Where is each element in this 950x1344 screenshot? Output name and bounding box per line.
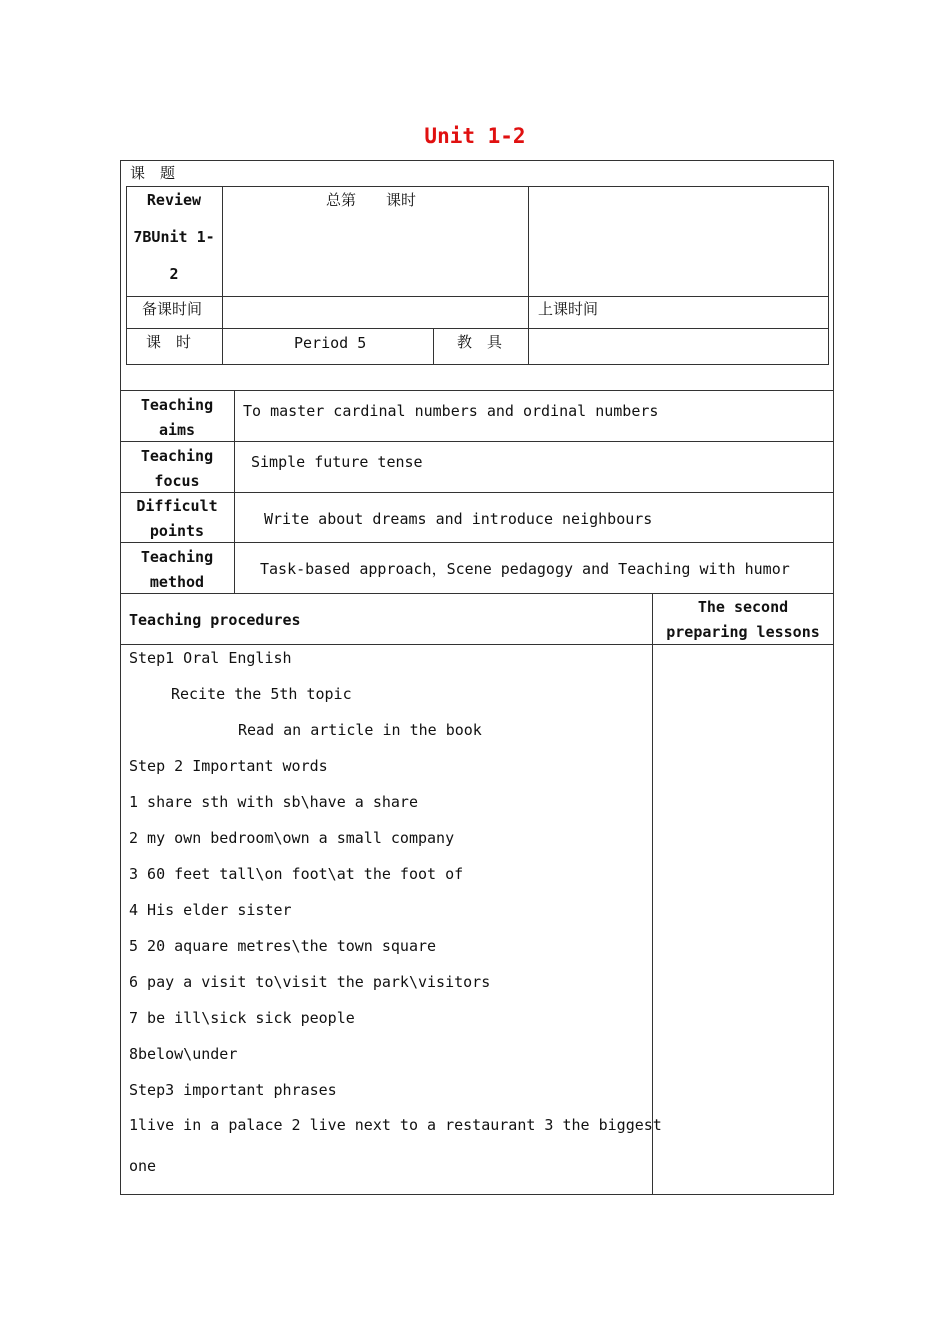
procedure-line: 1 share sth with sb\have a share xyxy=(129,793,418,811)
row-label-difficult-2: points xyxy=(149,522,205,540)
divider xyxy=(433,328,434,365)
divider xyxy=(652,593,653,1195)
period-label: 课 时 xyxy=(146,333,192,351)
procedures-header: Teaching procedures xyxy=(129,611,301,629)
procedure-line: Step1 Oral English xyxy=(129,649,292,667)
row-label-aims-2: aims xyxy=(158,421,196,439)
divider xyxy=(120,492,834,493)
row-value-difficult: Write about dreams and introduce neighbours xyxy=(264,510,653,528)
divider xyxy=(120,542,834,543)
row-value-aims: To master cardinal numbers and ordinal numbers xyxy=(243,402,659,420)
procedure-line: 8below\under xyxy=(129,1045,238,1063)
divider xyxy=(234,390,235,593)
page-title: Unit 1-2 xyxy=(424,124,526,148)
period-value: Period 5 xyxy=(294,334,367,352)
divider xyxy=(126,296,829,297)
procedure-line: 2 my own bedroom\own a small company xyxy=(129,829,455,847)
procedure-line: 7 be ill\sick sick people xyxy=(129,1009,355,1027)
row-label-focus-2: focus xyxy=(154,472,200,490)
procedure-line: Read an article in the book xyxy=(238,721,482,739)
topic-line-3: 2 xyxy=(169,265,179,283)
divider xyxy=(222,186,223,365)
divider xyxy=(126,328,829,329)
procedure-line: 5 20 aquare metres\the town square xyxy=(129,937,437,955)
divider xyxy=(120,441,834,442)
divider xyxy=(120,644,834,645)
row-label-difficult: Difficult xyxy=(136,497,218,515)
row-label-aims: Teaching xyxy=(140,396,214,414)
divider xyxy=(528,186,529,365)
prep-time-label: 备课时间 xyxy=(142,300,203,318)
divider xyxy=(120,390,834,391)
row-label-method: Teaching xyxy=(140,548,214,566)
second-prep-header: The second xyxy=(697,598,789,616)
procedure-line: Step3 important phrases xyxy=(129,1081,337,1099)
total-period-label: 总第 课时 xyxy=(326,191,417,209)
procedure-line: 1live in a palace 2 live next to a restaurant 3 the biggest xyxy=(129,1116,662,1134)
topic-line-1: Review xyxy=(146,191,202,209)
topic-label: 课 题 xyxy=(130,164,176,182)
procedure-line: Recite the 5th topic xyxy=(171,685,352,703)
procedure-line: 6 pay a visit to\visit the park\visitors xyxy=(129,973,491,991)
row-label-method-2: method xyxy=(149,573,205,591)
procedure-line: Step 2 Important words xyxy=(129,757,328,775)
row-label-focus: Teaching xyxy=(140,447,214,465)
procedure-line: one xyxy=(129,1157,157,1175)
tools-label: 教 具 xyxy=(457,333,503,351)
procedure-line: 3 60 feet tall\on foot\at the foot of xyxy=(129,865,464,883)
divider xyxy=(120,593,834,594)
class-time-label: 上课时间 xyxy=(538,300,599,318)
second-prep-header-2: preparing lessons xyxy=(666,623,820,641)
row-value-focus: Simple future tense xyxy=(251,453,423,471)
topic-line-2: 7BUnit 1- xyxy=(133,228,215,246)
row-value-method: Task-based approach，Scene pedagogy and Teaching with humor xyxy=(260,560,790,578)
procedure-line: 4 His elder sister xyxy=(129,901,292,919)
